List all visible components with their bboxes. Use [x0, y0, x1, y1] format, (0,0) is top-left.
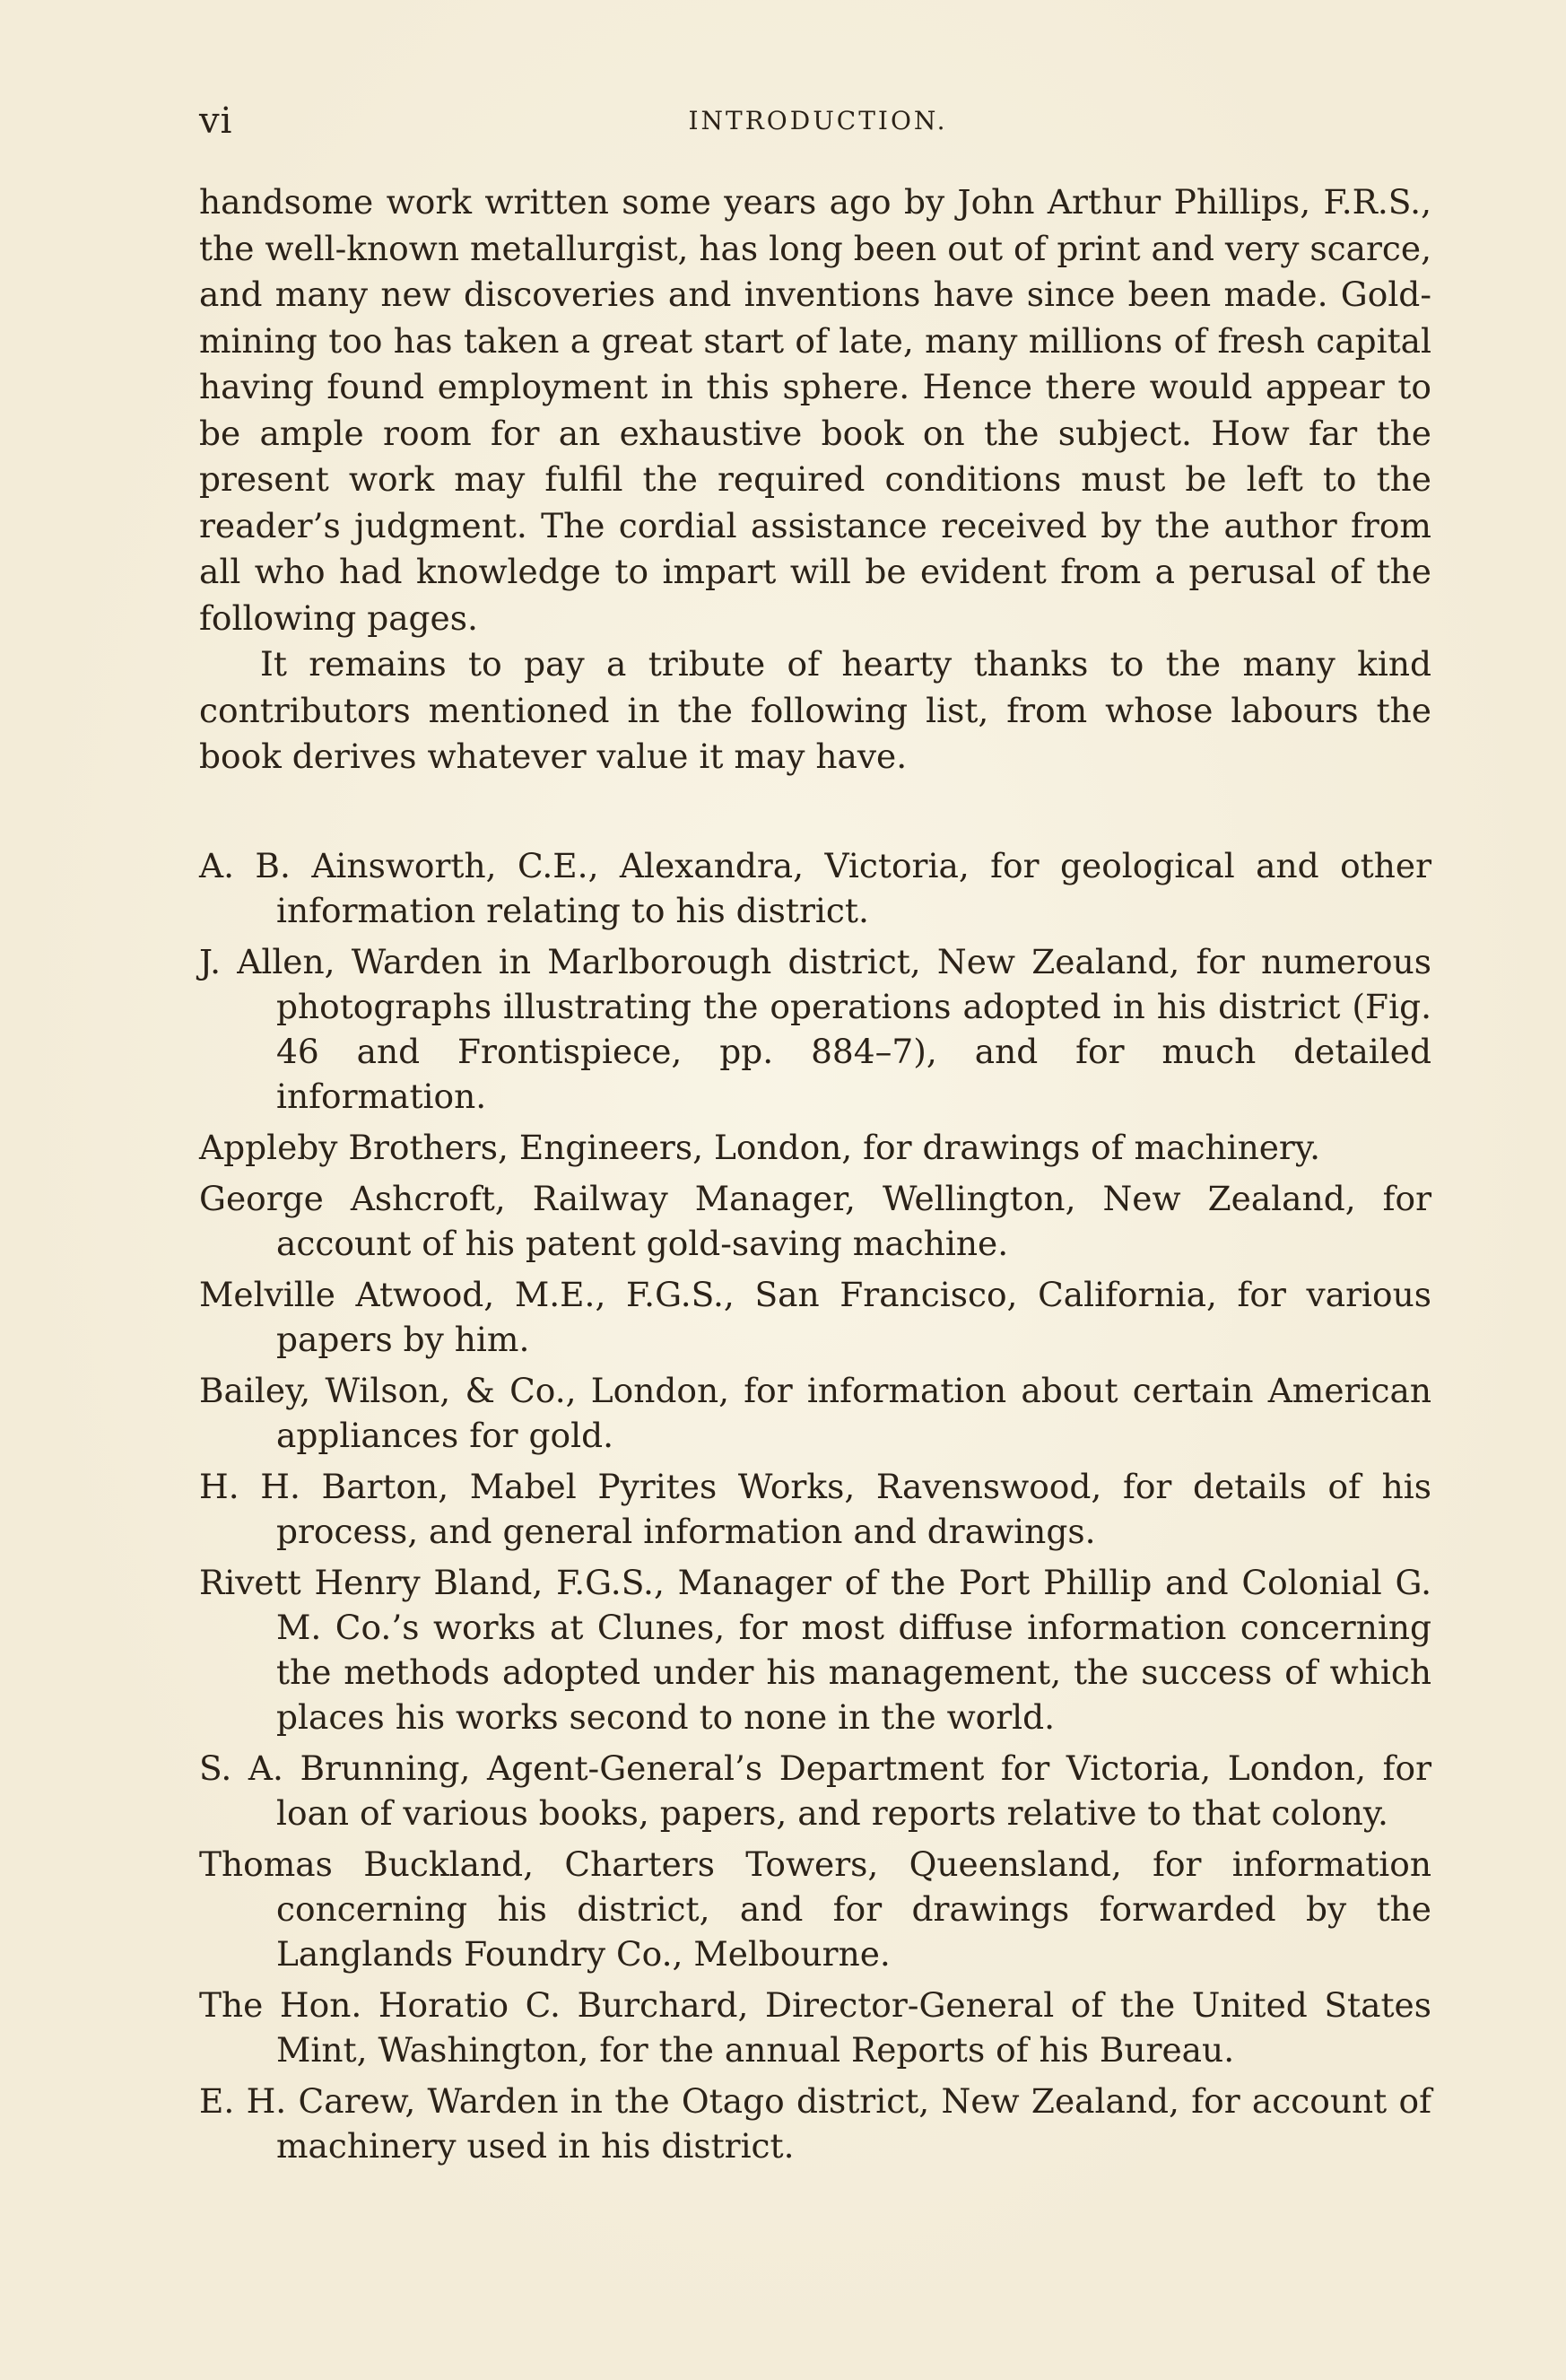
contributor-entry: The Hon. Horatio C. Burchard, Director-General of the United States Mint, Washington, for the annual Reports of his Bureau. — [199, 1985, 1431, 2070]
contributor-entry: A. B. Ainsworth, C.E., Alexandra, Victoria, for geological and other information relating to his district. — [199, 846, 1431, 930]
paragraph: It remains to pay a tribute of hearty thanks to the many kind contributors mentioned in the following list, from whose labours the book derives whatever value it may have. — [199, 644, 1431, 776]
contributor-entry: J. Allen, Warden in Marlborough district, New Zealand, for numerous photographs illustrating the operations adopted in his district (Fig. 46 and Frontispiece, pp. 884–7), and for much detailed information. — [199, 942, 1431, 1116]
contributor-entry: George Ashcroft, Railway Manager, Wellington, New Zealand, for account of his patent gold-saving machine. — [199, 1179, 1431, 1263]
contributor-entry: Melville Atwood, M.E., F.G.S., San Francisco, California, for various papers by him. — [199, 1275, 1431, 1359]
introduction-text — [199, 179, 1431, 780]
contributor-entry: E. H. Carew, Warden in the Otago district, New Zealand, for account of machinery used in his district. — [199, 2081, 1431, 2166]
paragraph: handsome work written some years ago by John Arthur Phillips, F.R.S., the well-known metallurgist, has long been out of print and very scarce, and many new discoveries and inventions have since been made. Gold-mining too has taken a great start of late, many millions of fresh capital having found employment in this sphere. Hence there would appear to be ample room for an exhaustive book on the subject. How far the present work may fulfil the required conditions must be left to the reader’s judgment. The cordial assistance received by the author from all who had knowledge to impart will be evident from a perusal of the following pages. — [199, 182, 1431, 638]
contributor-entry: Thomas Buckland, Charters Towers, Queensland, for information concerning his district, and for drawings forwarded by the Langlands Foundry Co., Melbourne. — [199, 1844, 1431, 1974]
contributor-entry: H. H. Barton, Mabel Pyrites Works, Ravenswood, for details of his process, and general information and drawings. — [199, 1467, 1431, 1551]
page-number: vi — [199, 100, 233, 142]
contributor-entry: Bailey, Wilson, & Co., London, for information about certain American appliances for gold. — [199, 1371, 1431, 1455]
page-header — [199, 100, 1437, 154]
contributor-entry: S. A. Brunning, Agent-General’s Department for Victoria, London, for loan of various books, papers, and reports relative to that colony. — [199, 1748, 1431, 1833]
contributors-list — [199, 843, 1431, 2175]
contributor-entry: Rivett Henry Bland, F.G.S., Manager of the Port Phillip and Colonial G. M. Co.’s works at Clunes, for most diffuse information concerning the methods adopted under his management, the success of which places his works second to none in the world. — [199, 1563, 1431, 1737]
running-title: INTRODUCTION. — [688, 106, 948, 135]
contributor-entry: Appleby Brothers, Engineers, London, for drawings of machinery. — [199, 1128, 1320, 1167]
